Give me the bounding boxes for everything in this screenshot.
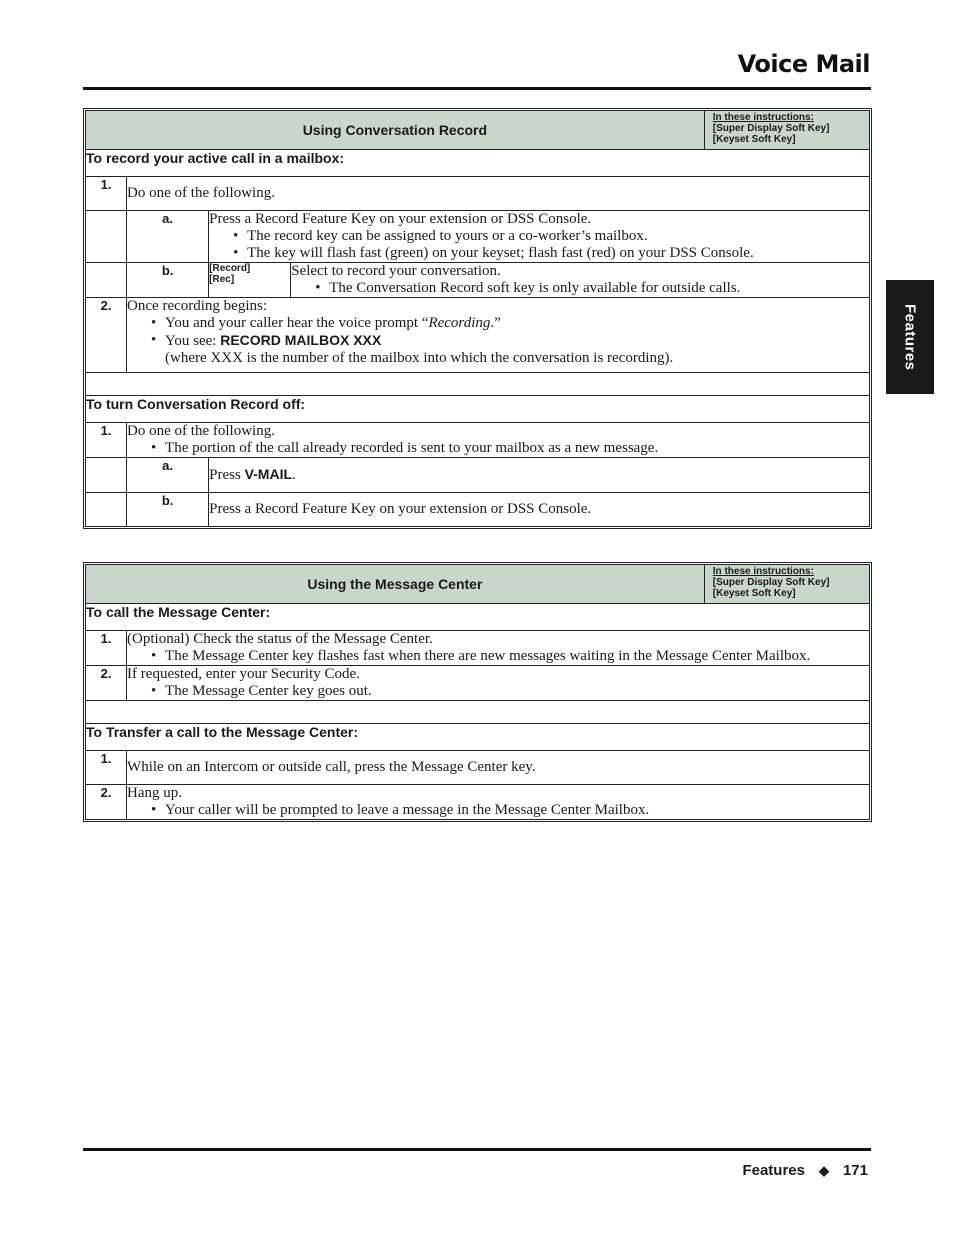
bullet: The key will flash fast (green) on your keyset; flash fast (red) on your DSS Console.: [247, 245, 754, 261]
substep-letter: a.: [127, 211, 209, 263]
step-text: (Optional) Check the status of the Message Center. • The Message Center key flashes fast when there are new messages waiting in the Message Center Mailbox.: [127, 631, 870, 666]
table-header: [86, 111, 870, 150]
legend-super-display: [Super Display Soft Key]: [712, 577, 830, 588]
step-text: If requested, enter your Security Code. • The Message Center key goes out.: [127, 666, 870, 701]
bullet: You see: RECORD MAILBOX XXX: [165, 332, 382, 349]
substep-letter: a.: [127, 458, 209, 493]
step-text: While on an Intercom or outside call, press the Message Center key.: [127, 751, 870, 785]
step-number: 1.: [86, 177, 127, 211]
instructions-legend: [704, 111, 869, 150]
footer-section: Features: [742, 1162, 805, 1179]
bullet: You and your caller hear the voice prompt “Recording.”: [165, 315, 501, 331]
substep-row: [86, 458, 870, 493]
step-row: [86, 751, 870, 785]
step-row: [86, 177, 870, 211]
bullet: The Message Center key flashes fast when there are new messages waiting in the Message Center Mailbox.: [165, 648, 811, 664]
substep-row: [86, 211, 870, 263]
instructions-legend: [704, 565, 869, 604]
table-header: [86, 565, 870, 604]
step-row: [86, 631, 870, 666]
table-title: Using Conversation Record: [86, 111, 705, 150]
diamond-icon: ◆: [818, 1162, 829, 1178]
page-title: Voice Mail: [737, 50, 870, 78]
legend-heading: In these instructions:: [712, 112, 814, 123]
substep-letter: b.: [127, 263, 209, 298]
spacer-row: [86, 701, 870, 724]
bullet: The Conversation Record soft key is only available for outside calls.: [329, 280, 741, 296]
key-name: V-MAIL: [244, 466, 293, 482]
bullet: Your caller will be prompted to leave a message in the Message Center Mailbox.: [165, 802, 650, 818]
substep-text: Select to record your conversation. • The Conversation Record soft key is only available for outside calls.: [291, 263, 870, 298]
legend-keyset: [Keyset Soft Key]: [712, 588, 796, 599]
footer-rule: [83, 1148, 871, 1151]
legend-heading: In these instructions:: [712, 566, 814, 577]
section-heading: To record your active call in a mailbox:: [86, 150, 870, 177]
display-message: RECORD MAILBOX XXX: [220, 332, 382, 348]
side-tab: [886, 280, 934, 394]
bullet: The Message Center key goes out.: [165, 683, 372, 699]
conversation-record-table: [83, 108, 872, 529]
spacer-row: [86, 373, 870, 396]
step-text: Do one of the following.: [127, 177, 870, 211]
section-heading: To Transfer a call to the Message Center:: [86, 724, 870, 751]
step-number: 2.: [86, 666, 127, 701]
keyset-soft-key: [Rec]: [209, 274, 235, 285]
header-rule: [83, 87, 871, 90]
page-number: 171: [842, 1162, 868, 1179]
super-display-soft-key: [Record]: [209, 263, 251, 274]
step-number: 1.: [86, 631, 127, 666]
message-center-table: [83, 562, 872, 822]
step-text: Hang up. • Your caller will be prompted to leave a message in the Message Center Mailbox.: [127, 785, 870, 820]
substep-letter: b.: [127, 493, 209, 527]
step-row: [86, 423, 870, 458]
step-number: 2.: [86, 298, 127, 373]
table-title: Using the Message Center: [86, 565, 705, 604]
bullet: The portion of the call already recorded is sent to your mailbox as a new message.: [165, 440, 659, 456]
side-tab-label: Features: [901, 303, 919, 371]
page-footer: [742, 1162, 868, 1179]
bullet: The record key can be assigned to yours or a co-worker’s mailbox.: [247, 228, 648, 244]
step-row: [86, 785, 870, 820]
step-number: 2.: [86, 785, 127, 820]
substep-row: [86, 493, 870, 527]
legend-super-display: [Super Display Soft Key]: [712, 123, 830, 134]
substep-text: Press V-MAIL.: [209, 458, 870, 493]
section-heading: To turn Conversation Record off:: [86, 396, 870, 423]
soft-key-labels: [209, 263, 291, 298]
substep-row: [86, 263, 870, 298]
legend-keyset: [Keyset Soft Key]: [712, 134, 796, 145]
substep-text: Press a Record Feature Key on your extension or DSS Console.: [209, 493, 870, 527]
step-number: 1.: [86, 751, 127, 785]
step-text: Once recording begins: • You and your caller hear the voice prompt “Recording.” • You see: RECORD MAILBOX XXX (where XXX is the number of the mailbox into which the conversation is recording).: [127, 298, 870, 373]
substep-text: Press a Record Feature Key on your extension or DSS Console. • The record key can be assigned to yours or a co-worker’s mailbox. • The key will flash fast (green) on your keyset; flash fast (red) on your DSS Console.: [209, 211, 870, 263]
step-row: [86, 666, 870, 701]
section-heading: To call the Message Center:: [86, 604, 870, 631]
step-number: 1.: [86, 423, 127, 458]
step-text: Do one of the following. • The portion of the call already recorded is sent to your mailbox as a new message.: [127, 423, 870, 458]
step-row: [86, 298, 870, 373]
